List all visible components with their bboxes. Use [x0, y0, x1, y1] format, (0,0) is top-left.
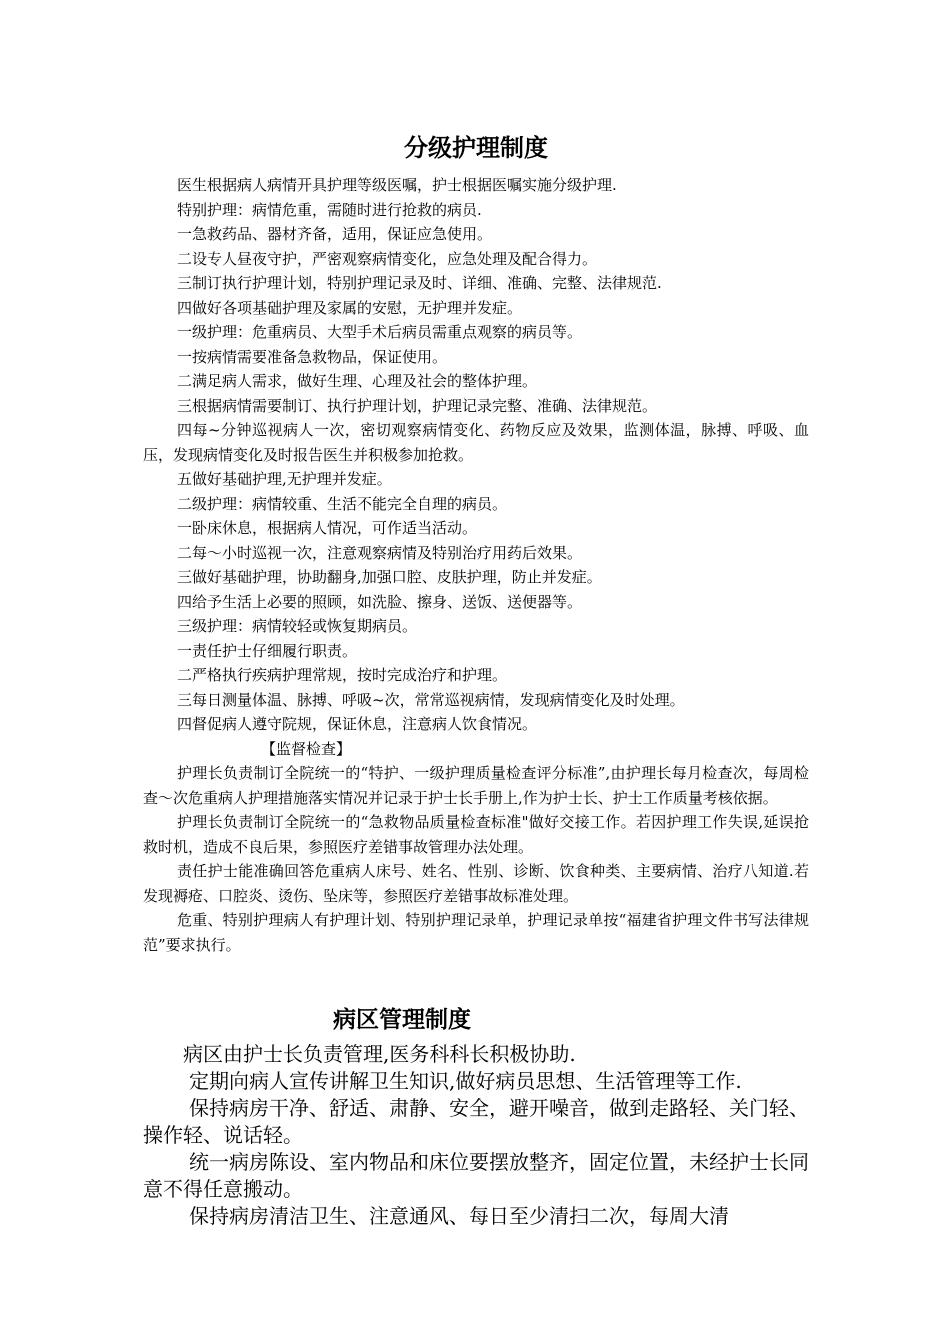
paragraph: 三根据病情需要制订、执行护理计划，护理记录完整、准确、法律规范。: [177, 396, 658, 415]
paragraph: 四督促病人遵守院规，保证休息，注意病人饮食情况。: [177, 715, 538, 733]
section1-title: 分级护理制度: [404, 134, 548, 162]
paragraph: 一按病情需要准备急救物品，保证使用。: [177, 347, 448, 366]
section2-title-row: [143, 1003, 809, 1037]
paragraph: 三级护理：病情较轻或恢复期病员。: [177, 617, 418, 635]
paragraph: 责任护士能准确回答危重病人床号、姓名、性别、诊断、饮食种类、主要病情、治疗八知道.若发现褥疮、口腔炎、烫伤、坠床等，参照医疗差错事故标准处理。: [143, 862, 809, 905]
paragraph: 一责任护士仔细履行职责。: [177, 641, 358, 660]
paragraph: 三做好基础护理，协助翻身,加强口腔、皮肤护理，防止并发症。: [177, 568, 602, 586]
paragraph: 一卧床休息，根据病人情况，可作适当活动。: [177, 519, 478, 537]
paragraph: 三制订执行护理计划，特别护理记录及时、详细、准确、完整、法律规范.: [177, 274, 662, 292]
paragraph: 四给予生活上必要的照顾，如洗脸、擦身、送饭、送便器等。: [177, 592, 583, 611]
paragraph: 二满足病人需求，做好生理、心理及社会的整体护理。: [177, 372, 538, 390]
paragraph: 护理长负责制订全院统一的“急救物品质量检查标准"做好交接工作。若因护理工作失误,延误抢救时机，造成不良后果，参照医疗差错事故管理办法处理。: [143, 813, 809, 856]
section2-body: [143, 1041, 809, 1230]
supervision-subheading: 【监督检查】: [261, 739, 352, 758]
section1-body: [143, 173, 809, 957]
paragraph: 护理长负责制订全院统一的“特护、一级护理质量检查评分标准”,由护理长每月检查次，每周检查～次危重病人护理措施落实情况并记录于护士长手册上,作为护士长、护士工作质量考核依据。: [143, 764, 809, 807]
paragraph: 二设专人昼夜守护，严密观察病情变化，应急处理及配合得力。: [177, 249, 598, 268]
paragraph: 三每日测量体温、脉搏、呼吸~次，常常巡视病情，发现病情变化及时处理。: [177, 690, 685, 709]
paragraph: 一级护理：危重病员、大型手术后病员需重点观察的病员等。: [177, 323, 583, 341]
paragraph: 四做好各项基础护理及家属的安慰，无护理并发症。: [177, 298, 523, 317]
section2-title: 病区管理制度: [333, 1007, 471, 1033]
paragraph: 五做好基础护理,无护理并发症。: [177, 470, 392, 488]
paragraph: 二级护理：病情较重、生活不能完全自理的病员。: [177, 494, 508, 513]
paragraph: 二每～小时巡视一次，注意观察病情及特别治疗用药后效果。: [177, 543, 583, 562]
paragraph: 危重、特别护理病人有护理计划、特别护理记录单，护理记录单按“福建省护理文件书写法律规范”要求执行。: [143, 911, 809, 954]
paragraph: 二严格执行疾病护理常规，按时完成治疗和护理。: [177, 666, 508, 684]
paragraph: 病区由护士长负责管理,医务科科长积极协助.: [183, 1042, 576, 1066]
paragraph: 定期向病人宣传讲解卫生知识,做好病员思想、生活管理等工作.: [189, 1069, 742, 1093]
paragraph: 一急救药品、器材齐备，适用，保证应急使用。: [177, 225, 493, 243]
paragraph: 四每~分钟巡视病人一次，密切观察病情变化、药物反应及效果，监测体温，脉搏、呼吸、血压，发现病情变化及时报告医生并积极参加抢救。: [143, 421, 809, 464]
paragraph: 医生根据病人病情开具护理等级医嘱，护士根据医嘱实施分级护理.: [177, 176, 617, 194]
paragraph: 保持病房清洁卫生、注意通风、每日至少清扫二次，每周大清: [189, 1204, 729, 1228]
paragraph: 保持病房干净、舒适、肃静、安全，避开噪音，做到走路轻、关门轻、操作轻、说话轻。: [143, 1096, 809, 1147]
paragraph: 统一病房陈设、室内物品和床位要摆放整齐，固定位置，未经护士长同意不得任意搬动。: [143, 1150, 809, 1201]
paragraph: 特别护理：病情危重，需随时进行抢救的病员.: [177, 200, 482, 219]
